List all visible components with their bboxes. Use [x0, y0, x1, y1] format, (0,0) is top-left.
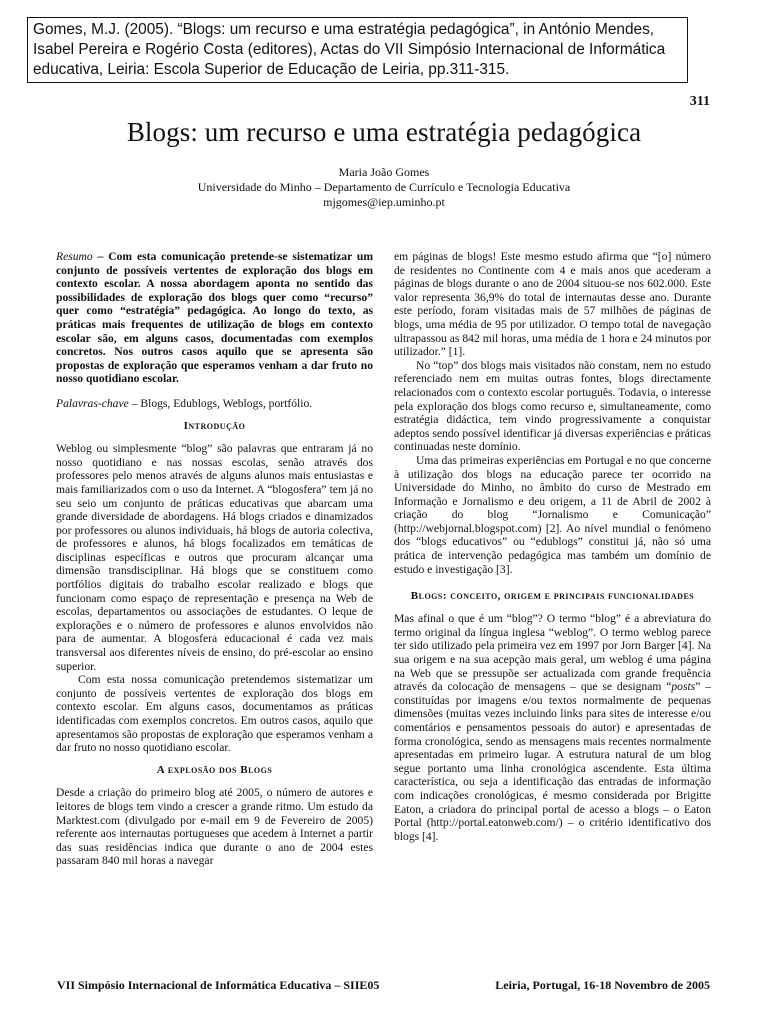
- author-name: Maria João Gomes: [338, 165, 430, 179]
- page-number: 311: [689, 94, 710, 109]
- concept-text-b: ” – constituídas por imagens e/ou textos normalmente de pequenas dimensões (muitas vezes incluindo links para sites de interesse e/ou comentários e pensamentos pessoais do autor) e apresentadas de forma cronológica, sendo as mensagens mais recentes normalmente apresentadas em primeiro lugar. A estrutura natural de um blog segue portanto uma linha cronológica ascendente. Esta última característica, ou seja a identificação das entradas de informação com indicações cronológicas, é mesmo considerada por Brigitte Eaton, a criadora do principal portal de acesso a blogs – o Eaton Portal (http://portal.eatonweb.com/) – o critério identificativo dos blogs [4].: [394, 680, 711, 843]
- keywords-label: Palavras-chave: [56, 396, 129, 410]
- footer-conference: VII Simpósio Internacional de Informática Educativa – SIIE05: [57, 978, 380, 992]
- keywords-text: – Blogs, Edublogs, Weblogs, portfólio.: [128, 396, 313, 410]
- concept-posts-term: posts: [671, 680, 696, 694]
- section-heading-introducao: Introdução: [183, 419, 246, 432]
- explosion-paragraph-2: No “top” dos blogs mais visitados não constam, nem no estudo referenciado nem em muitas outras fontes, blogs directamente relacionados com o contexto escolar português. Todavia, o interesse pela exploração dos blogs como recurso e, simultaneamente, como estratégia didáctica, tem vindo progressivamente a conquistar adeptos sendo possível identificar já diversas experiências e práticas continuadas neste domínio.: [394, 358, 711, 454]
- intro-paragraph-2: Com esta nossa comunicação pretendemos sistematizar um conjunto de possíveis vertentes de exploração dos blogs em contexto escolar. Em alguns casos, documentamos as práticas identificadas com exemplos concretos. Em outros casos, aquilo que apresentamos são propostas de exploração que esperamos venham a dar fruto no nosso quotidiano escolar.: [56, 673, 373, 755]
- author-email: mjgomes@iep.uminho.pt: [323, 195, 445, 209]
- explosion-paragraph-1-continued: em páginas de blogs! Este mesmo estudo afirma que “[o] número de residentes no Continente com 4 e mais anos que acederam a páginas de blogs durante o ano de 2004 situou-se nos 602.000. Este valor representa 36,9% do total de internautas desse ano. Durante este período, foram visitadas mais de 57 milhões de páginas de blogs, uma média de 95 por utilizador. O tempo total de navegação ultrapassou as 842 mil horas, uma média de 1 hora e 24 minutos por utilizador.” [1].: [394, 250, 711, 359]
- author-block: [0, 165, 768, 210]
- abstract-text: – Com esta comunicação pretende-se sistematizar um conjunto de possíveis vertentes de exploração dos blogs em contexto escolar. A nossa abordagem aponta no sentido das possibilidades de exploração dos blogs quer como “recurso” quer como “estratégia” pedagógica. Ao longo do texto, as práticas mais frequentes de utilização de blogs em contexto escolar são, em alguns casos, documentadas com exemplos concretos. Nos outros casos aquilo que se apresenta são propostas de exploração que esperamos venham a dar fruto no nosso quotidiano escolar.: [56, 250, 373, 386]
- concept-text-a: Mas afinal o que é um “blog”? O termo “blog” é a abreviatura do termo original da língua inglesa “weblog”. O termo weblog parece ter sido utilizado pela primeira vez em 1997 por Jorn Barger [4]. Na sua origem e na sua acepção mais geral, um weblog é uma página na Web que se pressupõe ser actualizada com grande frequência através da colocação de mensagens – que se designam “: [394, 612, 711, 694]
- explosion-paragraph-3: Uma das primeiras experiências em Portugal e no que concerne à utilização dos blogs na educação parece ter ocorrido na Universidade do Minho, no âmbito do curso de Mestrado em Informação e Jornalismo e deu origem, a 11 de Abril de 2002 à criação do blog “Jornalismo e Comunicação” (http://webjornal.blogspot.com) [2]. Ao nível mundial o fenómeno dos “blogs educativos” ou “edublogs” constitui já, não só uma prática de intervenção pedagógica mas também um domínio de estudo e investigação [3].: [394, 453, 711, 576]
- concept-paragraph-1: [394, 612, 711, 843]
- paper-title: Blogs: um recurso e uma estratégia pedagógica: [126, 117, 642, 147]
- abstract: [56, 250, 373, 386]
- footer-location-date: Leiria, Portugal, 16-18 Novembro de 2005: [495, 978, 710, 992]
- left-column: [56, 250, 373, 868]
- abstract-label: Resumo: [56, 250, 93, 263]
- right-column: [394, 250, 711, 843]
- intro-paragraph-1: Weblog ou simplesmente “blog” são palavras que entraram já no nosso quotidiano e nas nossas escolas, senão através dos professores pelo menos através de alguns alunos mais entusiastas e mais familiarizados com o uso da Internet. A “blogosfera” tem já no seu seio um conjunto de práticas educativas que abarcam uma grande diversidade de abordagens. Há blogs criados e dinamizados por professores ou alunos individuais, há blogs de autoria colectiva, de professores e alunos, há blogs focalizados em temáticas de disciplinas específicas e outros que procuram alcançar uma dimensão transdisciplinar. Há blogs que se constituem como portfólios digitais do trabalho escolar realizado e blogs que funcionam como espaço de representação e presença na Web de escolas, departamentos ou associações de estudantes. O leque de explorações e o número de professores e alunos envolvidos não para de aumentar. A blogosfera educacional é cada vez mais transversal aos diferentes níveis de ensino, do pré-escolar ao ensino superior.: [56, 442, 373, 673]
- section-heading-conceito: Blogs: conceito, origem e principais funcionalidades: [410, 590, 695, 603]
- citation-box: Gomes, M.J. (2005). “Blogs: um recurso e uma estratégia pedagógica”, in António Mendes, Isabel Pereira e Rogério Costa (editores), Actas do VII Simpósio Internacional de Informática educativa, Leiria: Escola Superior de Educação de Leiria, pp.311-315.: [27, 17, 688, 83]
- section-heading-explosao: A explosão dos Blogs: [156, 763, 273, 776]
- keywords: [56, 397, 373, 411]
- author-affiliation: Universidade do Minho – Departamento de Currículo e Tecnologia Educativa: [197, 180, 571, 194]
- explosion-paragraph-1: Desde a criação do primeiro blog até 2005, o número de autores e leitores de blogs tem vindo a crescer a grande ritmo. Um estudo da Marktest.com (divulgado por e-mail em 9 de Fevereiro de 2005) referente aos internautas portugueses que acedem à Internet a partir das suas residências indica que durante o ano de 2004 estes passaram 840 mil horas a navegar: [56, 786, 373, 868]
